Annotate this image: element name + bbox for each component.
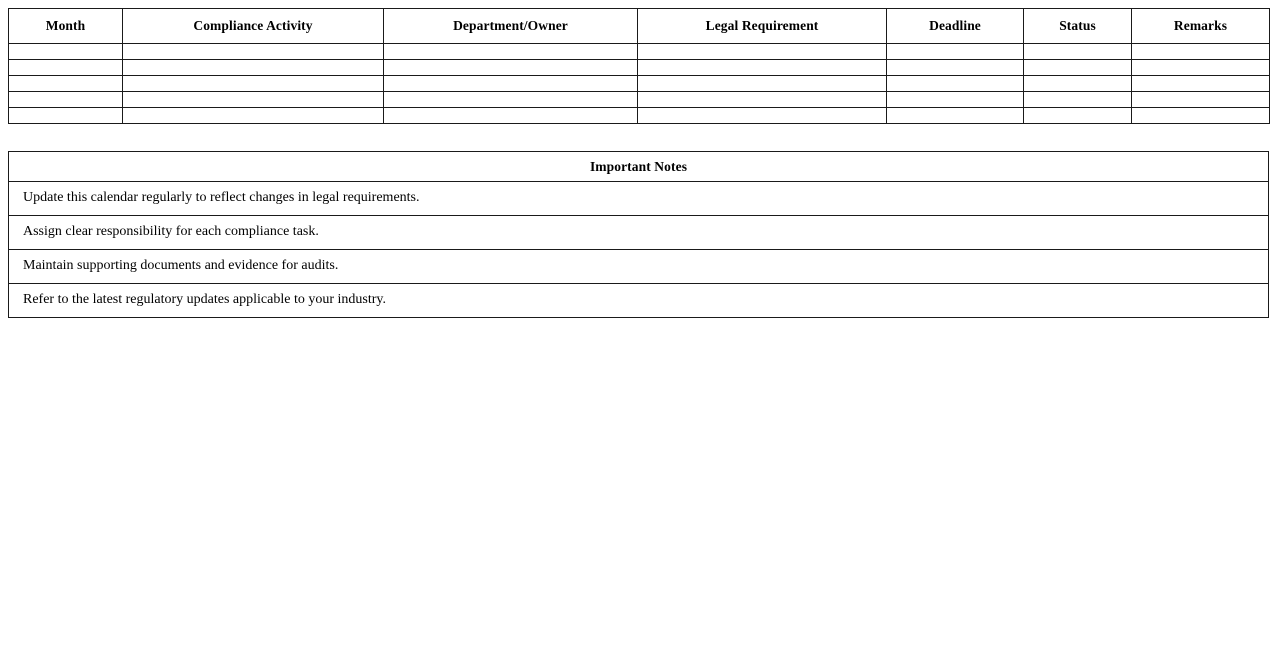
column-header-compliance-activity: Compliance Activity — [123, 9, 384, 44]
cell-activity[interactable] — [123, 108, 384, 124]
table-row — [9, 60, 1270, 76]
column-header-remarks: Remarks — [1132, 9, 1270, 44]
column-header-deadline: Deadline — [887, 9, 1024, 44]
cell-department[interactable] — [384, 108, 638, 124]
cell-status[interactable] — [1024, 44, 1132, 60]
cell-status[interactable] — [1024, 76, 1132, 92]
cell-legal[interactable] — [638, 108, 887, 124]
table-row — [9, 92, 1270, 108]
cell-activity[interactable] — [123, 92, 384, 108]
important-notes-table — [8, 151, 1269, 318]
table-row — [9, 44, 1270, 60]
cell-month[interactable] — [9, 92, 123, 108]
cell-deadline[interactable] — [887, 76, 1024, 92]
table-row — [9, 108, 1270, 124]
calendar-header-row — [9, 9, 1270, 44]
cell-month[interactable] — [9, 60, 123, 76]
cell-activity[interactable] — [123, 76, 384, 92]
note-text: Assign clear responsibility for each compliance task. — [9, 216, 1269, 250]
cell-department[interactable] — [384, 44, 638, 60]
note-text: Refer to the latest regulatory updates applicable to your industry. — [9, 284, 1269, 318]
cell-deadline[interactable] — [887, 60, 1024, 76]
compliance-calendar-table — [8, 8, 1270, 124]
column-header-department-owner: Department/Owner — [384, 9, 638, 44]
column-header-month: Month — [9, 9, 123, 44]
list-item — [9, 216, 1269, 250]
column-header-legal-requirement: Legal Requirement — [638, 9, 887, 44]
important-notes-heading: Important Notes — [9, 152, 1269, 182]
cell-legal[interactable] — [638, 60, 887, 76]
list-item — [9, 250, 1269, 284]
cell-legal[interactable] — [638, 44, 887, 60]
calendar-body — [9, 44, 1270, 124]
note-text: Maintain supporting documents and evidence for audits. — [9, 250, 1269, 284]
list-item — [9, 284, 1269, 318]
cell-deadline[interactable] — [887, 44, 1024, 60]
cell-legal[interactable] — [638, 92, 887, 108]
cell-status[interactable] — [1024, 92, 1132, 108]
notes-body — [9, 182, 1269, 318]
cell-month[interactable] — [9, 44, 123, 60]
cell-month[interactable] — [9, 76, 123, 92]
cell-department[interactable] — [384, 60, 638, 76]
cell-activity[interactable] — [123, 60, 384, 76]
cell-remarks[interactable] — [1132, 76, 1270, 92]
cell-remarks[interactable] — [1132, 44, 1270, 60]
cell-remarks[interactable] — [1132, 92, 1270, 108]
cell-deadline[interactable] — [887, 92, 1024, 108]
cell-department[interactable] — [384, 92, 638, 108]
table-row — [9, 76, 1270, 92]
cell-department[interactable] — [384, 76, 638, 92]
cell-status[interactable] — [1024, 108, 1132, 124]
cell-month[interactable] — [9, 108, 123, 124]
cell-status[interactable] — [1024, 60, 1132, 76]
column-header-status: Status — [1024, 9, 1132, 44]
list-item — [9, 182, 1269, 216]
cell-remarks[interactable] — [1132, 60, 1270, 76]
cell-deadline[interactable] — [887, 108, 1024, 124]
notes-header-row — [9, 152, 1269, 182]
cell-remarks[interactable] — [1132, 108, 1270, 124]
note-text: Update this calendar regularly to reflect changes in legal requirements. — [9, 182, 1269, 216]
cell-activity[interactable] — [123, 44, 384, 60]
cell-legal[interactable] — [638, 76, 887, 92]
